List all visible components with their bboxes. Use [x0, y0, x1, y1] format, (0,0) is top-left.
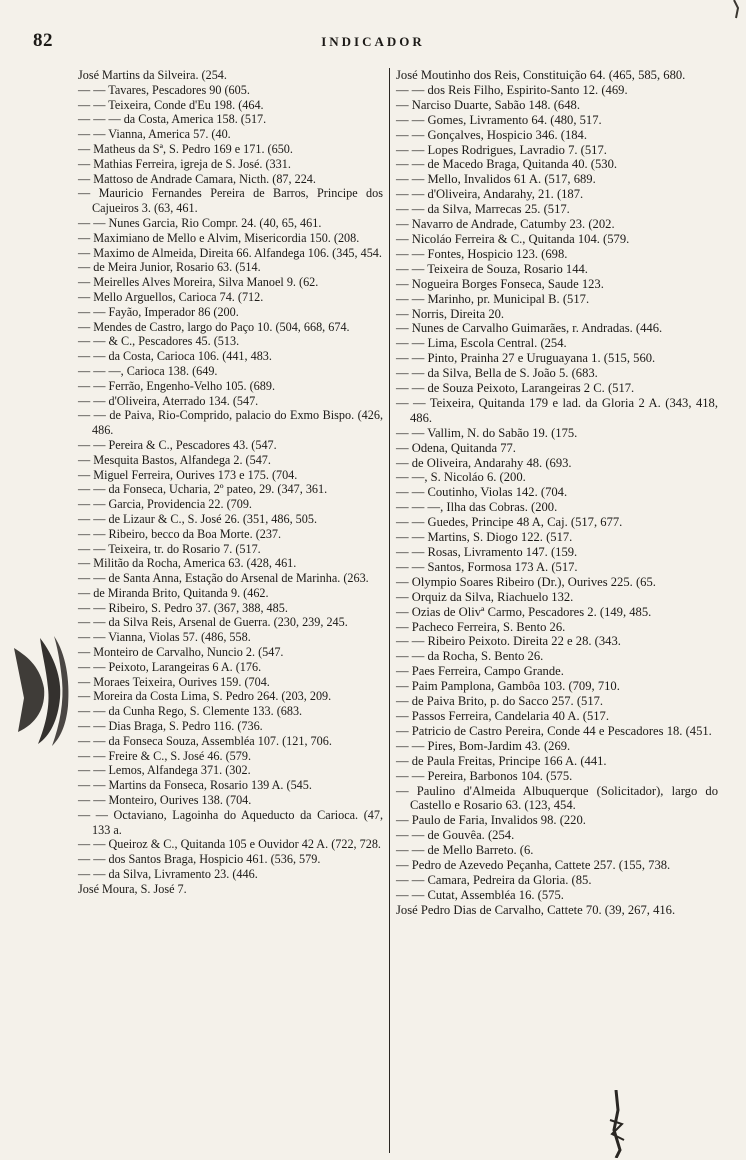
directory-entry: — Mello Arguellos, Carioca 74. (712.	[78, 289, 264, 304]
directory-entry: — — da Silva, Marrecas 25. (517.	[396, 202, 570, 217]
directory-columns	[78, 68, 718, 1153]
directory-entry: — Paulo de Faria, Invalidos 98. (220.	[396, 813, 586, 828]
directory-entry: — — & C., Pescadores 45. (513.	[78, 334, 240, 349]
directory-entry: — — de Santa Anna, Estação do Arsenal de Marinha. (263.	[78, 571, 369, 586]
directory-entry: — Moraes Teixeira, Ourives 159. (704.	[78, 674, 270, 689]
directory-entry: — — — da Costa, America 158. (517.	[78, 112, 267, 127]
directory-entry: — — Dias Braga, S. Pedro 116. (736.	[78, 719, 263, 734]
directory-entry: — — da Fonseca Souza, Assembléa 107. (121, 706.	[78, 733, 332, 748]
ink-pen-stroke	[596, 1090, 636, 1158]
directory-entry: — Patricio de Castro Pereira, Conde 44 e Pescadores 18. (451.	[396, 723, 712, 738]
directory-entry: — Odena, Quitanda 77.	[396, 440, 516, 455]
directory-entry: — — Martins da Fonseca, Rosario 139 A. (545.	[78, 778, 312, 793]
directory-entry: — Monteiro de Carvalho, Nuncio 2. (547.	[78, 645, 284, 660]
directory-entry: — — da Costa, Carioca 106. (441, 483.	[78, 349, 272, 364]
directory-entry: — — Fayão, Imperador 86 (200.	[78, 304, 239, 319]
directory-entry: — — Gomes, Livramento 64. (480, 517.	[396, 112, 602, 127]
directory-entry: — Matheus da Sª, S. Pedro 169 e 171. (650.	[78, 141, 293, 156]
directory-entry: — Maximo de Almeida, Direita 66. Alfandega 106. (345, 454.	[78, 245, 382, 260]
directory-entry: — — Ribeiro, becco da Boa Morte. (237.	[78, 526, 282, 541]
directory-entry: — — Lopes Rodrigues, Lavradio 7. (517.	[396, 142, 607, 157]
directory-entry: — Mathias Ferreira, igreja de S. José. (331.	[78, 156, 291, 171]
directory-entry: — — d'Oliveira, Andarahy, 21. (187.	[396, 187, 584, 202]
directory-entry: — Miguel Ferreira, Ourives 173 e 175. (704.	[78, 467, 298, 482]
directory-entry: — — de Mello Barreto. (6.	[396, 843, 534, 858]
directory-entry: — — Mello, Invalidos 61 A. (517, 689.	[396, 172, 596, 187]
directory-entry: — Pedro de Azevedo Peçanha, Cattete 257. (155, 738.	[396, 858, 671, 873]
left-column	[78, 68, 389, 1153]
directory-entry: — Mesquita Bastos, Alfandega 2. (547.	[78, 452, 271, 467]
directory-entry: — — Rosas, Livramento 147. (159.	[396, 545, 578, 559]
directory-entry: — — Octaviano, Lagoinha do Aqueducto da Carioca. (47, 133 a.	[78, 807, 383, 837]
directory-entry: — — Pereira, Barbonos 104. (575.	[396, 768, 573, 783]
directory-entry: — — Teixeira, Conde d'Eu 198. (464.	[78, 97, 264, 112]
directory-entry: — Nunes de Carvalho Guimarães, r. Andradas. (446.	[396, 321, 663, 336]
directory-entry: — de Meira Junior, Rosario 63. (514.	[78, 260, 261, 275]
directory-entry: — —, S. Nicoláo 6. (200.	[396, 470, 526, 485]
directory-entry: — de Paula Freitas, Principe 166 A. (441.	[396, 753, 607, 768]
directory-entry: — — Vianna, America 57. (40.	[78, 127, 231, 142]
ink-bleed-blot	[10, 628, 72, 750]
directory-entry: — Meirelles Alves Moreira, Silva Manoel 9. (62.	[78, 275, 319, 290]
directory-entry: — Nicoláo Ferreira & C., Quitanda 104. (579.	[396, 231, 630, 246]
directory-entry: — — Nunes Garcia, Rio Compr. 24. (40, 65, 461.	[78, 215, 322, 230]
directory-entry: — — da Rocha, S. Bento 26.	[396, 649, 544, 664]
directory-entry: — de Miranda Brito, Quitanda 9. (462.	[78, 585, 269, 600]
running-header: INDICADOR	[321, 34, 425, 49]
directory-entry: José Pedro Dias de Carvalho, Cattete 70. (39, 267, 416.	[396, 902, 676, 917]
directory-entry: — — Garcia, Providencia 22. (709.	[78, 497, 252, 512]
directory-entry: — Navarro de Andrade, Catumby 23. (202.	[396, 217, 615, 232]
directory-entry: — — Peixoto, Larangeiras 6 A. (176.	[78, 659, 262, 674]
directory-entry: — — de Lizaur & C., S. José 26. (351, 486, 505.	[78, 511, 317, 526]
directory-entry: — Paulino d'Almeida Albuquerque (Solicitador), largo do Castello e Rosario 63. (123, 454.	[396, 783, 718, 813]
directory-entry: — — Lemos, Alfandega 371. (302.	[78, 763, 251, 778]
directory-entry: — — Camara, Pedreira da Gloria. (85.	[396, 872, 592, 887]
directory-entry: — Pacheco Ferreira, S. Bento 26.	[396, 619, 566, 634]
directory-entry: — Militão da Rocha, America 63. (428, 461.	[78, 556, 297, 571]
directory-entry: — — —, Ilha das Cobras. (200.	[396, 500, 558, 515]
directory-entry: — — da Silva Reis, Arsenal de Guerra. (230, 239, 245.	[78, 615, 348, 630]
directory-entry: — — Freire & C., S. José 46. (579.	[78, 748, 251, 763]
directory-entry: — Paes Ferreira, Campo Grande.	[396, 664, 564, 679]
directory-entry: — Mattoso de Andrade Camara, Nicth. (87, 224.	[78, 171, 316, 186]
directory-entry: — — Marinho, pr. Municipal B. (517.	[396, 291, 590, 306]
directory-entry: — — Teixeira de Souza, Rosario 144.	[396, 261, 588, 276]
directory-entry: José Martins da Silveira. (254.	[78, 68, 227, 82]
directory-entry: — Moreira da Costa Lima, S. Pedro 264. (203, 209.	[78, 689, 332, 704]
directory-entry: — — d'Oliveira, Aterrado 134. (547.	[78, 393, 259, 408]
directory-entry: — — Martins, S. Diogo 122. (517.	[396, 530, 573, 545]
directory-entry: — — Cutat, Assembléa 16. (575.	[396, 887, 564, 902]
directory-entry: — — Ribeiro Peixoto. Direita 22 e 28. (343.	[396, 634, 621, 649]
directory-entry: — Norris, Direita 20.	[396, 306, 505, 321]
directory-entry: — — Queiroz & C., Quitanda 105 e Ouvidor 42 A. (722, 728.	[78, 837, 381, 852]
directory-entry: — Passos Ferreira, Candelaria 40 A. (517.	[396, 708, 609, 723]
directory-entry: — Maximiano de Mello e Alvim, Misericordia 150. (208.	[78, 230, 360, 245]
directory-entry: — Nogueira Borges Fonseca, Saude 123.	[396, 276, 604, 291]
directory-entry: — Mauricio Fernandes Pereira de Barros, Principe dos Cajueiros 3. (63, 461.	[78, 186, 383, 216]
directory-entry: — — Guedes, Principe 48 A, Caj. (517, 677.	[396, 515, 623, 530]
right-column	[389, 68, 718, 1153]
directory-entry: — Olympio Soares Ribeiro (Dr.), Ourives 225. (65.	[396, 574, 656, 589]
directory-entry: — Orquiz da Silva, Riachuelo 132.	[396, 589, 574, 604]
directory-entry: — — Gonçalves, Hospicio 346. (184.	[396, 127, 587, 142]
directory-entry: — — Vallim, N. do Sabão 19. (175.	[396, 425, 578, 440]
directory-entry: — — Pires, Bom-Jardim 43. (269.	[396, 738, 571, 753]
directory-entry: — — Monteiro, Ourives 138. (704.	[78, 793, 252, 808]
directory-entry: — — Ribeiro, S. Pedro 37. (367, 388, 485.	[78, 600, 288, 615]
directory-entry: — Mendes de Castro, largo do Paço 10. (504, 668, 674.	[78, 319, 350, 334]
directory-entry: — — da Cunha Rego, S. Clemente 133. (683.	[78, 704, 303, 719]
directory-entry: — — de Souza Peixoto, Larangeiras 2 C. (517.	[396, 381, 635, 396]
directory-entry: — — dos Reis Filho, Espirito-Santo 12. (469.	[396, 82, 628, 97]
directory-entry: — — dos Santos Braga, Hospicio 461. (536, 579.	[78, 852, 321, 867]
directory-entry: — — da Silva, Bella de S. João 5. (683.	[396, 366, 598, 381]
directory-entry: — de Paiva Brito, p. do Sacco 257. (517.	[396, 694, 604, 709]
directory-entry: — — Lima, Escola Central. (254.	[396, 336, 567, 351]
directory-entry: — Narciso Duarte, Sabão 148. (648.	[396, 97, 580, 112]
directory-entry: — — Teixeira, Quitanda 179 e lad. da Gloria 2 A. (343, 418, 486.	[396, 395, 718, 425]
directory-entry: — — Fontes, Hospicio 123. (698.	[396, 246, 568, 261]
directory-entry: José Moura, S. José 7.	[78, 881, 187, 896]
directory-entry: — — de Paiva, Rio-Comprido, palacio do Exmo Bispo. (426, 486.	[78, 408, 383, 438]
directory-entry: — — Santos, Formosa 173 A. (517.	[396, 559, 578, 574]
page-number: 82	[33, 30, 53, 51]
directory-entry: — — Coutinho, Violas 142. (704.	[396, 485, 568, 500]
directory-entry: — — Vianna, Violas 57. (486, 558.	[78, 630, 251, 645]
directory-entry: — — Ferrão, Engenho-Velho 105. (689.	[78, 378, 275, 393]
directory-entry: — — de Gouvêa. (254.	[396, 828, 515, 843]
directory-entry: — Paim Pamplona, Gambôa 103. (709, 710.	[396, 679, 620, 694]
directory-entry: — — —, Carioca 138. (649.	[78, 363, 218, 378]
page-corner-mark	[716, 0, 746, 22]
directory-entry: — — da Fonseca, Ucharia, 2º pateo, 29. (347, 361.	[78, 482, 328, 497]
directory-entry: — Ozias de Olivª Carmo, Pescadores 2. (149, 485.	[396, 604, 652, 619]
directory-entry: — — Tavares, Pescadores 90 (605.	[78, 82, 250, 97]
directory-entry: — — da Silva, Livramento 23. (446.	[78, 867, 258, 882]
directory-entry: — — de Macedo Braga, Quitanda 40. (530.	[396, 157, 618, 172]
directory-entry: — — Pinto, Prainha 27 e Uruguayana 1. (515, 560.	[396, 351, 656, 366]
directory-entry: — — Teixeira, tr. do Rosario 7. (517.	[78, 541, 261, 556]
directory-entry: — de Oliveira, Andarahy 48. (693.	[396, 455, 572, 470]
directory-entry: — — Pereira & C., Pescadores 43. (547.	[78, 437, 277, 452]
directory-entry: José Moutinho dos Reis, Constituição 64. (465, 585, 680.	[396, 68, 686, 82]
